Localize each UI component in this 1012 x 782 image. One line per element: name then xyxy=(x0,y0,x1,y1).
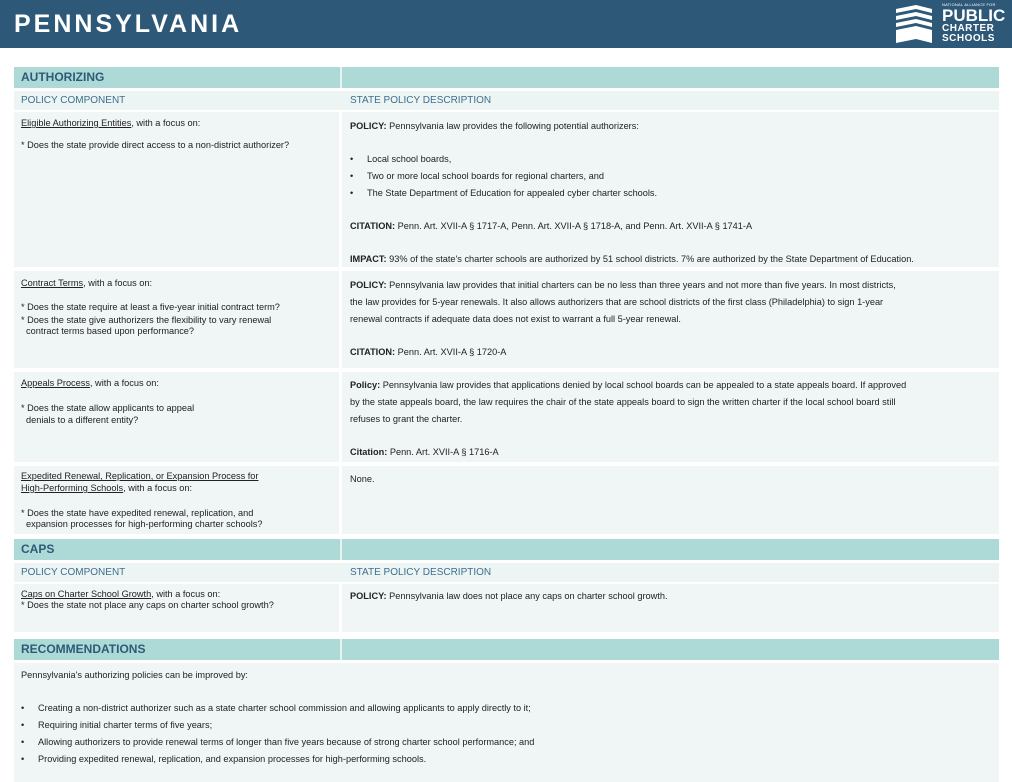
row-eligible-authorizers-right: POLICY: Pennsylvania law provides the following potential authorizers: • Local school boards, • Two or more local school boards for regional charters, and • The State Department of Education for appealed cyber charter schools. CITATION: Penn. Art. XVII-A § 1717-A, Penn. Art. XVII-A § 1718-A, and Penn. Art. XVII-A § 1741-A IMPACT: 93% of the state's charter schools are authorized by 51 school districts. 7% are authorized by the State Department of Education. xyxy=(342,112,999,267)
col-header-policy-component: POLICY COMPONENT xyxy=(21,95,126,106)
component-appeals-process: Appeals Process xyxy=(21,378,90,388)
list-item: The State Department of Education for appealed cyber charter schools. xyxy=(367,188,658,198)
list-item: Local school boards, xyxy=(367,154,452,164)
component-eligible-authorizing-entities: Eligible Authorizing Entities xyxy=(21,118,132,128)
col-header-state-policy: STATE POLICY DESCRIPTION xyxy=(350,567,492,578)
question: contract terms based upon performance? xyxy=(26,326,195,336)
page-header xyxy=(0,0,1012,48)
citation-text: Penn. Art. XVII-A § 1716-A xyxy=(389,447,499,457)
citation-text: Penn. Art. XVII-A § 1717-A, Penn. Art. XVII-A § 1718-A, and Penn. Art. XVII-A § 1741-A xyxy=(397,221,753,231)
col-header-policy-component: POLICY COMPONENT xyxy=(21,567,126,578)
list-item: Creating a non-district authorizer such as a state charter school commission and allowing applicants to apply directly to it; xyxy=(38,703,531,713)
component-contract-terms: Contract Terms xyxy=(21,278,84,288)
question: * Does the state require at least a five-year initial contract term? xyxy=(21,302,280,312)
row-caps-right: POLICY: Pennsylvania law does not place any caps on charter school growth. xyxy=(342,584,999,632)
state-title: PENNSYLVANIA xyxy=(14,10,243,38)
logo-public: PUBLIC xyxy=(942,6,1006,25)
row-expedited-renewal-right xyxy=(342,466,999,534)
authorizing-band xyxy=(14,67,999,88)
list-item: Allowing authorizers to provide renewal terms of longer than five years because of strong charter school performance; and xyxy=(38,737,535,747)
component-expedited-renewal: Expedited Renewal, Replication, or Expansion Process for xyxy=(21,471,259,481)
caps-title: CAPS xyxy=(21,542,55,556)
row-contract-terms-left: Contract Terms, with a focus on: * Does the state require at least a five-year initial contract term? * Does the state give authorizers the flexibility to vary renewal contract terms based upon performance? xyxy=(14,271,339,368)
recommendations-intro: Pennsylvania's authorizing policies can be improved by: xyxy=(21,670,248,680)
policy-text: the law provides for 5-year renewals. It also allows authorizers that are school districts of the first class (Philadelphia) to sign 1-year xyxy=(350,297,884,307)
question: * Does the state have expedited renewal, replication, and xyxy=(21,508,254,518)
policy-text: Pennsylvania law provides the following potential authorizers: xyxy=(389,121,639,131)
row-expedited-renewal-left: Expedited Renewal, Replication, or Expansion Process for High-Performing Schools, with a focus on: * Does the state have expedited renewal, replication, and expansion processes for high-performing charter schools? xyxy=(14,466,339,534)
citation-text: Penn. Art. XVII-A § 1720-A xyxy=(397,347,507,357)
policy-text: Pennsylvania law does not place any caps on charter school growth. xyxy=(389,591,668,601)
policy-text: renewal contracts if adequate data does not exist to warrant a full 5-year renewal. xyxy=(350,314,681,324)
question: * Does the state allow applicants to appeal xyxy=(21,403,195,413)
books-logo-icon xyxy=(894,3,934,45)
recommendations-band xyxy=(14,639,999,660)
npcs-logo xyxy=(892,2,1004,46)
policy-text: Pennsylvania law provides that initial charters can be no less than three years and not more than five years. In most districts, xyxy=(389,280,896,290)
row-contract-terms-right: POLICY: Pennsylvania law provides that initial charters can be no less than three years and not more than five years. In most districts, the law provides for 5-year renewals. It also allows authorizers that are school districts of the first class (Philadelphia) to sign 1-year renewal contracts if adequate data does not exist to warrant a full 5-year renewal. CITATION: Penn. Art. XVII-A § 1720-A xyxy=(342,271,999,368)
policy-text: by the state appeals board, the law requires the chair of the state appeals board to sign the written charter if the local school board still xyxy=(350,397,896,407)
logo-schools: SCHOOLS xyxy=(942,33,995,44)
col-header-state-policy: STATE POLICY DESCRIPTION xyxy=(350,95,492,106)
row-appeals-process-right: Policy: Pennsylvania law provides that applications denied by local school boards can be appealed to a state appeals board. If approved by the state appeals board, the law requires the chair of the state appeals board to sign the written charter if the local school board still refuses to grant the charter. Citation: Penn. Art. XVII-A § 1716-A xyxy=(342,372,999,462)
authorizing-column-headers xyxy=(14,91,999,110)
list-item: Two or more local school boards for regional charters, and xyxy=(367,171,604,181)
recommendations-body: Pennsylvania's authorizing policies can be improved by: • Creating a non-district authorizer such as a state charter school commission and allowing applicants to apply directly to it; • Requiring initial charter terms of five years; • Allowing authorizers to provide renewal terms of longer than five years because of strong charter school performance; and • Providing expedited renewal, replication, and expansion processes for high-performing schools. xyxy=(14,663,999,782)
list-item: Providing expedited renewal, replication, and expansion processes for high-performing schools. xyxy=(38,754,427,764)
caps-band xyxy=(14,539,999,560)
authorizing-title: AUTHORIZING xyxy=(21,70,105,84)
component-high-performing: High-Performing Schools xyxy=(21,483,124,493)
question: denials to a different entity? xyxy=(26,415,139,425)
question: * Does the state provide direct access to a non-district authorizer? xyxy=(21,140,290,150)
logo-top-text: NATIONAL ALLIANCE FOR xyxy=(942,2,996,7)
question: * Does the state not place any caps on charter school growth? xyxy=(21,600,274,610)
recommendations-title: RECOMMENDATIONS xyxy=(21,642,146,656)
row-appeals-process-left: Appeals Process, with a focus on: * Does the state allow applicants to appeal denials to a different entity? xyxy=(14,372,339,462)
question: * Does the state give authorizers the flexibility to vary renewal xyxy=(21,315,272,325)
logo-charter: CHARTER xyxy=(942,23,995,34)
component-caps-growth: Caps on Charter School Growth xyxy=(21,589,152,599)
row-caps-left: Caps on Charter School Growth, with a focus on: * Does the state not place any caps on charter school growth? xyxy=(14,584,339,632)
impact-text: 93% of the state's charter schools are authorized by 51 school districts. 7% are authorized by the State Department of Education. xyxy=(389,254,914,264)
list-item: Requiring initial charter terms of five years; xyxy=(38,720,213,730)
policy-text: refuses to grant the charter. xyxy=(350,414,463,424)
policy-text: None. xyxy=(350,474,375,484)
question: expansion processes for high-performing charter schools? xyxy=(26,519,263,529)
caps-column-headers xyxy=(14,563,999,582)
row-eligible-authorizers-left: Eligible Authorizing Entities, with a focus on: * Does the state provide direct access to a non-district authorizer? xyxy=(14,112,339,267)
policy-text: Pennsylvania law provides that applications denied by local school boards can be appealed to a state appeals board. If approved xyxy=(382,380,907,390)
